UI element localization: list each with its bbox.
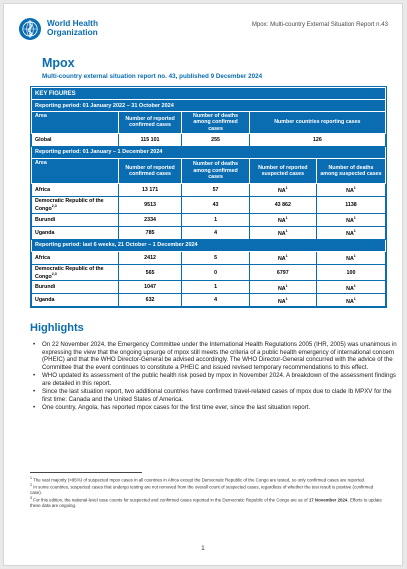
deaths-suspected-cell: $NA^1$ (316, 251, 385, 264)
period-1: Reporting period: 01 January 2022 – 31 October 2024 (32, 100, 386, 112)
row-area-name: Africa (32, 251, 119, 264)
s2-header-deaths-suspected: Number of deaths among suspected cases (316, 158, 385, 183)
suspected-cases-cell: $NA^1$ (249, 183, 316, 196)
confirmed-cases-cell: 565 (118, 264, 182, 281)
footnote: $^2$ In some countries, suspected cases that undergo testing are not removed from the overall count of suspected cases, regardless of whether the test result is positive (confirmed case). (30, 483, 374, 496)
highlight-item: • WHO updated its assessment of the public health risk posed by mpox in November 2024. A breakdown of the assessment findings are detailed in this report. (42, 372, 397, 387)
deaths-confirmed-cell: 1 (182, 213, 249, 226)
row-area-name: Uganda (32, 226, 119, 239)
s1-header-area: Area (32, 112, 119, 134)
suspected-cases-cell: $NA^1$ (249, 213, 316, 226)
s2-header-suspected: Number of reported suspected cases (249, 158, 316, 183)
s2-header-area: Area (32, 158, 119, 183)
row-area-name: Uganda (32, 294, 119, 307)
highlights-heading: Highlights (30, 322, 84, 334)
page-number: 1 (201, 545, 205, 552)
section-3-row (32, 294, 386, 307)
footnotes (30, 476, 385, 509)
confirmed-cases-cell: 632 (118, 294, 182, 307)
highlight-item: • Since the last situation report, two additional countries have confirmed travel-related cases of mpox due to clade Ib MPXV for the first time: Canada and the United States of America. (42, 388, 397, 403)
report-title: Mpox (42, 56, 75, 70)
deaths-suspected-cell: $NA^1$ (316, 213, 385, 226)
highlight-item: • On 22 November 2024, the Emergency Committee under the International Health Regulations 2005 (IHR, 2005) was unanimous in expressing the view that the ongoing upsurge of mpox still meets the criteria of a public health emergency of international concern (PHEIC) and that the WHO Director-General be advised accordingly. The WHO Director-General concurred with the advice of the Committee that the event continues to constitute a PHEIC and issued revised temporary recommendations to this effect. (42, 341, 397, 372)
section-2-row (32, 183, 386, 196)
period-3: Reporting period: last 6 weeks, 21 October – 1 December 2024 (32, 239, 386, 251)
deaths-suspected-cell: $NA^1$ (316, 281, 385, 294)
s1-header-countries: Number countries reporting cases (249, 112, 385, 134)
s1-row-area: Global (32, 133, 119, 146)
confirmed-cases-cell: 13 171 (118, 183, 182, 196)
report-subtitle: Multi-country external situation report no. 43, published 9 December 2024 (42, 73, 263, 80)
highlights-list (30, 341, 397, 412)
deaths-confirmed-cell: 1 (182, 281, 249, 294)
confirmed-cases-cell: 9513 (118, 196, 182, 213)
suspected-cases-cell: 6797 (249, 264, 316, 281)
suspected-cases-cell: $NA^1$ (249, 294, 316, 307)
confirmed-cases-cell: 2412 (118, 251, 182, 264)
section-2-rows (32, 183, 386, 239)
footnote: $^1$ The vast majority (>95%) of suspected mpox cases in all countries in Africa except the Democratic Republic of the Congo are tested, so only confirmed cases are reported. (30, 476, 366, 483)
s1-header-deaths: Number of deaths among confirmed cases (182, 112, 249, 134)
period-2: Reporting period: 01 January – 1 December 2024 (32, 146, 386, 158)
confirmed-cases-cell: 1047 (118, 281, 182, 294)
s1-row-countries: 126 (249, 133, 385, 146)
suspected-cases-cell: $NA^1$ (249, 281, 316, 294)
key-figures-box (30, 86, 387, 308)
section-2-row (32, 196, 386, 213)
highlight-item: • One country, Angola, has reported mpox cases for the first time ever, since the last situation report. (42, 404, 397, 412)
section-3-row (32, 264, 386, 281)
report-reference: Mpox: Multi-country External Situation Report n.43 (251, 21, 388, 28)
footnote: $^3$ For this edition, the national-level case counts for suspected and confirmed cases reported in the Democratic Republic of the Congo are as of 17 November 2024. Efforts to update these data are ongoing. (30, 495, 382, 508)
s2-header-confirmed: Number of reported confirmed cases (118, 158, 182, 183)
org-line-2: Organization (47, 27, 98, 38)
who-emblem-icon (18, 17, 42, 41)
deaths-confirmed-cell: 5 (182, 251, 249, 264)
s1-header-confirmed: Number of reported confirmed cases (118, 112, 182, 134)
suspected-cases-cell: $NA^1$ (249, 251, 316, 264)
org-line-1: World Health (47, 18, 99, 28)
deaths-confirmed-cell: 4 (182, 294, 249, 307)
deaths-suspected-cell: $NA^1$ (316, 226, 385, 239)
s1-row-confirmed: 115 101 (118, 133, 182, 146)
row-area-name: Africa (32, 183, 119, 196)
suspected-cases-cell: 43 862 (249, 196, 316, 213)
key-figures-table (31, 87, 386, 307)
confirmed-cases-cell: 785 (118, 226, 182, 239)
section-3-row (32, 281, 386, 294)
deaths-suspected-cell: $NA^1$ (316, 183, 385, 196)
row-area-name: Burundi (32, 281, 119, 294)
deaths-suspected-cell: 1138 (316, 196, 385, 213)
section-3-row (32, 251, 386, 264)
s2-header-deaths-confirmed: Number of deaths among confirmed cases (182, 158, 249, 183)
row-area-name: Burundi (32, 213, 119, 226)
organization-name (47, 19, 98, 37)
deaths-suspected-cell: $NA^1$ (316, 294, 385, 307)
deaths-suspected-cell: 100 (316, 264, 385, 281)
deaths-confirmed-cell: 0 (182, 264, 249, 281)
footnote-divider (30, 472, 142, 473)
section-2-row (32, 226, 386, 239)
key-figures-label: KEY FIGURES (32, 88, 386, 100)
deaths-confirmed-cell: 4 (182, 226, 249, 239)
section-2-row (32, 213, 386, 226)
suspected-cases-cell: $NA^1$ (249, 226, 316, 239)
report-page (3, 3, 403, 566)
deaths-confirmed-cell: 57 (182, 183, 249, 196)
section-3-rows (32, 251, 386, 307)
deaths-confirmed-cell: 43 (182, 196, 249, 213)
row-area-name: Democratic Republic of the Congo$^{2,3}$ (32, 196, 119, 213)
confirmed-cases-cell: 2334 (118, 213, 182, 226)
s1-row-deaths: 255 (182, 133, 249, 146)
row-area-name: Democratic Republic of the Congo$^{2,3}$ (32, 264, 119, 281)
